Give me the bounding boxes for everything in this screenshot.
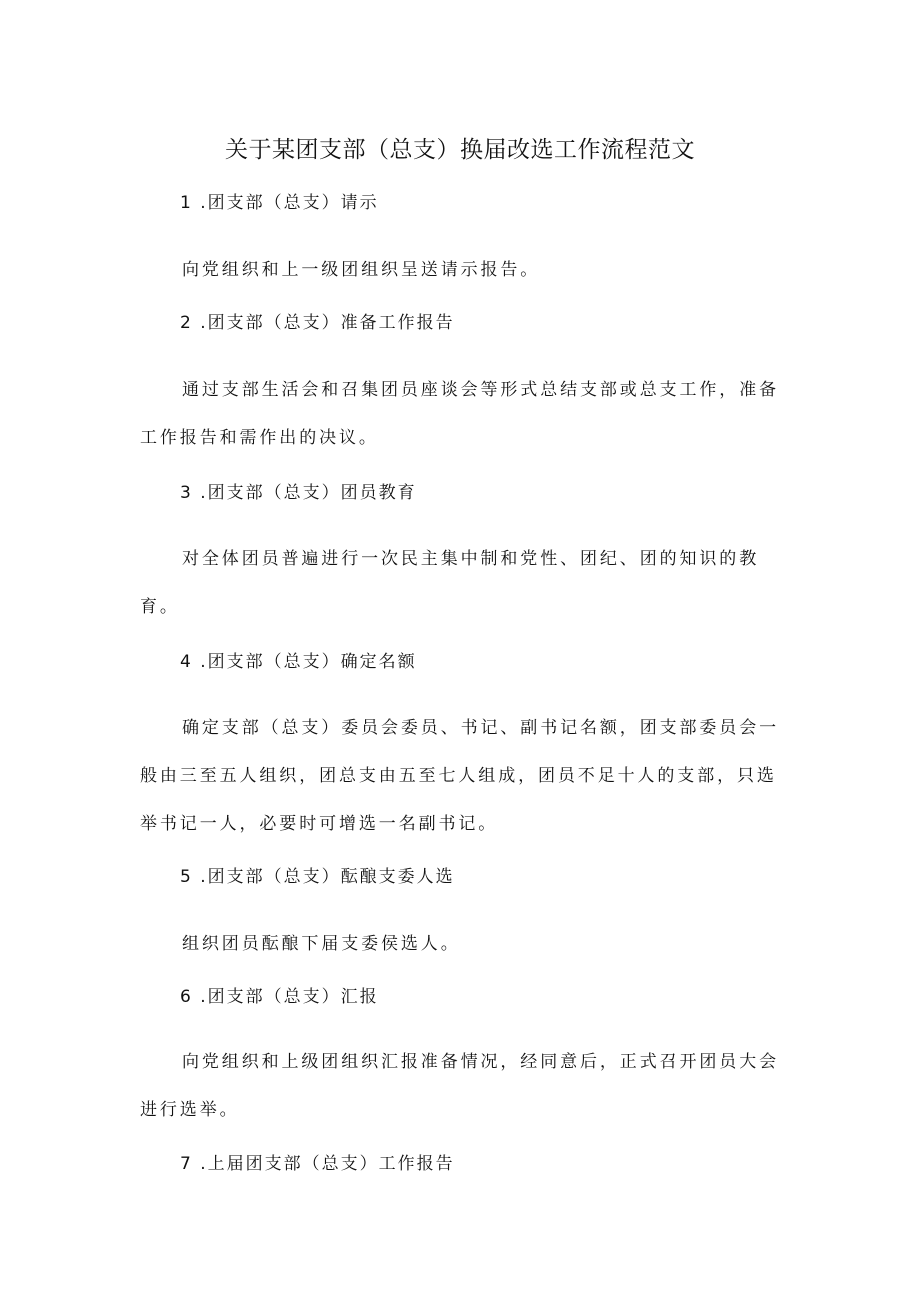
section-6-heading: 6 .团支部（总支）汇报 [180,987,379,1007]
section-1-paragraph: 向党组织和上一级团组织呈送请示报告。 [182,260,541,280]
section-6-paragraph: 向党组织和上级团组织汇报准备情况，经同意后，正式召开团员大会进行选举。 [140,1052,779,1120]
section-1-heading: 1 .团支部（总支）请示 [180,193,379,213]
section-5-paragraph: 组织团员酝酿下届支委侯选人。 [182,934,461,954]
section-2-heading: 2 .团支部（总支）准备工作报告 [180,313,455,333]
section-2-paragraph: 通过支部生活会和召集团员座谈会等形式总结支部或总支工作，准备工作报告和需作出的决议。 [140,380,779,448]
section-4-heading: 4 .团支部（总支）确定名额 [180,652,417,672]
section-3-heading: 3 .团支部（总支）团员教育 [180,483,417,503]
section-7-heading: 7 .上届团支部（总支）工作报告 [180,1154,455,1174]
section-4-paragraph: 确定支部（总支）委员会委员、书记、副书记名额，团支部委员会一般由三至五人组织，团总支由五至七人组成，团员不足十人的支部，只选举书记一人，必要时可增选一名副书记。 [140,718,779,834]
section-3-paragraph: 对全体团员普遍进行一次民主集中制和党性、团纪、团的知识的教育。 [140,549,760,617]
document-title: 关于某团支部（总支）换届改选工作流程范文 [225,137,695,163]
section-5-heading: 5 .团支部（总支）酝酿支委人选 [180,867,455,887]
